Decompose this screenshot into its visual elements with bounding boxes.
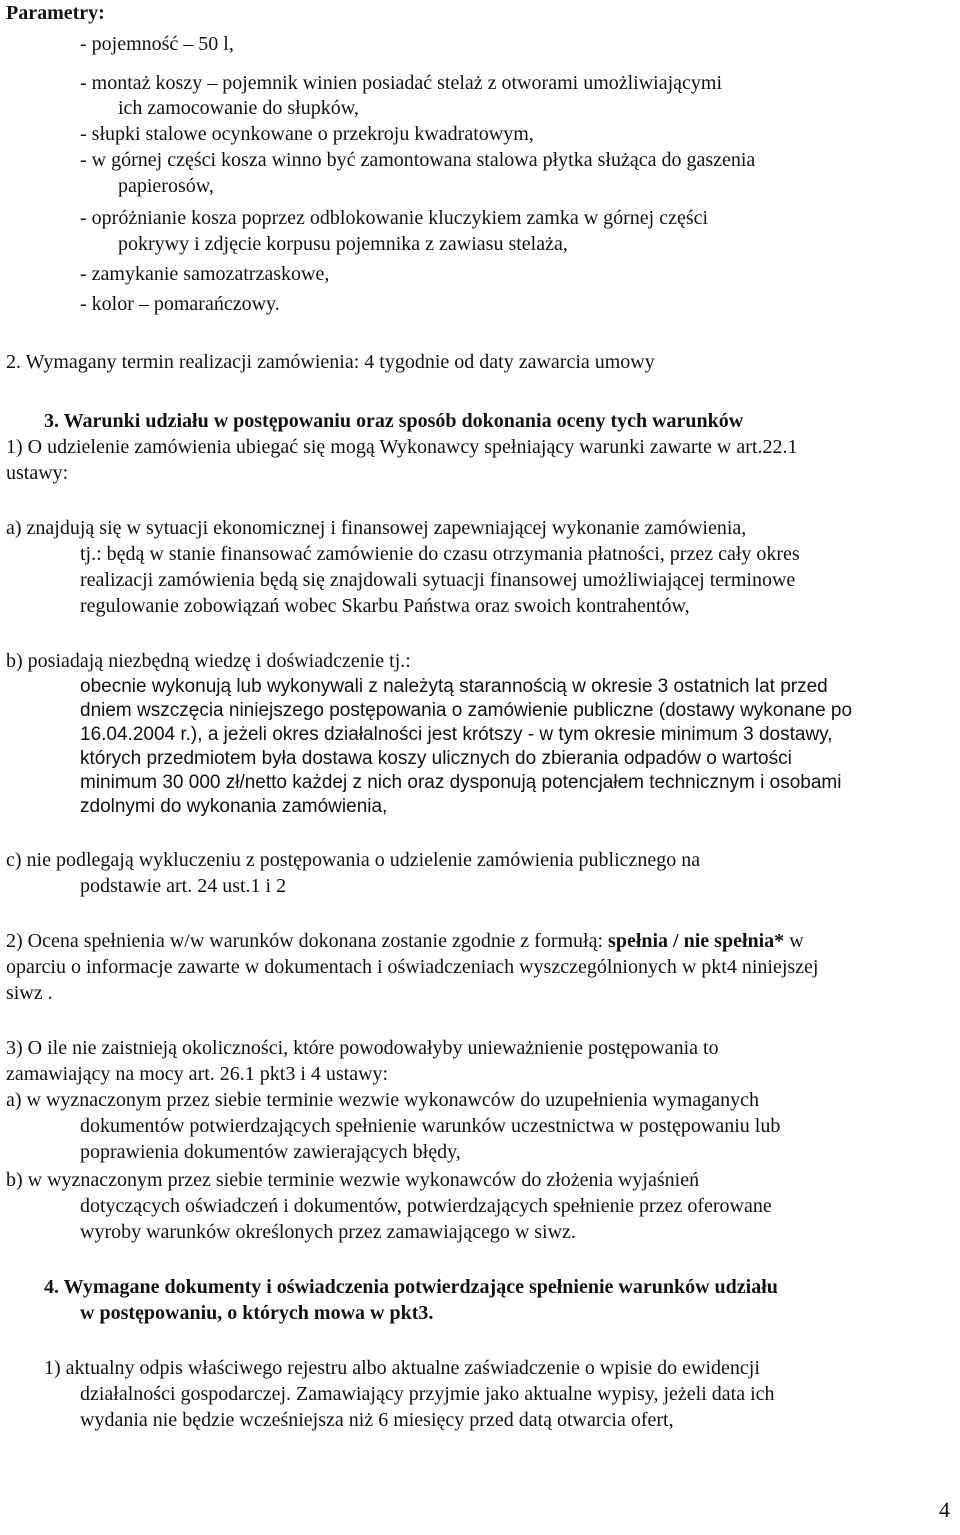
item-b-line: dniem wszczęcia niniejszego postępowania o zamówienie publiczne (dostawy wykonane po bbox=[80, 700, 853, 721]
params-line: - pojemność – 50 l, bbox=[80, 33, 234, 55]
section-4-item-line: działalności gospodarczej. Zamawiający przyjmie jako aktualne wypisy, jeżeli data ich bbox=[80, 1383, 775, 1405]
point-2-post: w bbox=[784, 930, 804, 952]
item-b-line: zdolnymi do wykonania zamówienia, bbox=[80, 796, 388, 817]
item-b-line: minimum 30 000 zł/netto każdej z nich oraz dysponują potencjałem technicznym i osobami bbox=[80, 772, 842, 793]
section-2-text: 2. Wymagany termin realizacji zamówienia: 4 tygodnie od daty zawarcia umowy bbox=[6, 351, 655, 373]
section-4-heading: w postępowaniu, o których mowa w pkt3. bbox=[80, 1302, 434, 1324]
point-2-bold: spełnia / nie spełnia* bbox=[608, 930, 785, 952]
point-3-line: dokumentów potwierdzających spełnienie warunków uczestnictwa w postępowaniu lub bbox=[80, 1115, 781, 1137]
section-3-heading: 3. Warunki udziału w postępowaniu oraz sposób dokonania oceny tych warunków bbox=[44, 410, 744, 432]
params-line: - w górnej części kosza winno być zamontowana stalowa płytka służąca do gaszenia bbox=[80, 149, 756, 171]
point-2-line: oparciu o informacje zawarte w dokumentach i oświadczeniach wyszczególnionych w pkt4 niniejszej bbox=[6, 956, 819, 978]
params-line: - opróżnianie kosza poprzez odblokowanie kluczykiem zamka w górnej części bbox=[80, 207, 709, 229]
params-line: - zamykanie samozatrzaskowe, bbox=[80, 263, 330, 285]
params-line: papierosów, bbox=[118, 175, 214, 197]
point-2-first-line bbox=[6, 928, 804, 954]
item-b-line: 16.04.2004 r.), a jeżeli okres działalności jest krótszy - w tym okresie minimum 3 dostawy, bbox=[80, 724, 833, 745]
section-4-item-line: wydania nie będzie wcześniejsza niż 6 miesięcy przed datą otwarcia ofert, bbox=[80, 1409, 674, 1431]
section-3-intro: 1) O udzielenie zamówienia ubiegać się mogą Wykonawcy spełniający warunki zawarte w art.22.1 bbox=[6, 436, 798, 458]
params-heading: Parametry: bbox=[6, 2, 105, 24]
section-4-heading: 4. Wymagane dokumenty i oświadczenia potwierdzające spełnienie warunków udziału bbox=[44, 1276, 778, 1298]
point-3-line: 3) O ile nie zaistnieją okoliczności, które powodowałyby unieważnienie postępowania to bbox=[6, 1037, 719, 1059]
params-line: pokrywy i zdjęcie korpusu pojemnika z zawiasu stelaża, bbox=[118, 233, 568, 255]
item-c-line: podstawie art. 24 ust.1 i 2 bbox=[80, 875, 287, 897]
item-a-line: regulowanie zobowiązań wobec Skarbu Państwa oraz swoich kontrahentów, bbox=[80, 595, 690, 617]
point-2-line: siwz . bbox=[6, 982, 53, 1004]
point-3-line: wyroby warunków określonych przez zamawiającego w siwz. bbox=[80, 1221, 576, 1243]
point-2-pre: 2) Ocena spełnienia w/w warunków dokonana zostanie zgodnie z formułą: bbox=[6, 930, 609, 952]
point-3-line: zamawiający na mocy art. 26.1 pkt3 i 4 ustawy: bbox=[6, 1063, 389, 1085]
page-number: 4 bbox=[939, 1497, 950, 1522]
params-line: - montaż koszy – pojemnik winien posiadać stelaż z otworami umożliwiającymi bbox=[80, 72, 723, 94]
point-3-line: a) w wyznaczonym przez siebie terminie wezwie wykonawców do uzupełnienia wymaganych bbox=[6, 1089, 760, 1111]
point-3-line: dotyczących oświadczeń i dokumentów, potwierdzających spełnienie przez oferowane bbox=[80, 1195, 772, 1217]
params-line: ich zamocowanie do słupków, bbox=[118, 97, 359, 119]
item-a-line: a) znajdują się w sytuacji ekonomicznej i finansowej zapewniającej wykonanie zamówienia, bbox=[6, 517, 747, 539]
params-line: - słupki stalowe ocynkowane o przekroju kwadratowym, bbox=[80, 123, 534, 145]
item-c-line: c) nie podlegają wykluczeniu z postępowania o udzielenie zamówienia publicznego na bbox=[6, 849, 701, 871]
params-line: - kolor – pomarańczowy. bbox=[80, 293, 280, 315]
point-3-line: poprawienia dokumentów zawierających błędy, bbox=[80, 1141, 461, 1163]
point-3-line: b) w wyznaczonym przez siebie terminie wezwie wykonawców do złożenia wyjaśnień bbox=[6, 1169, 700, 1191]
item-b-line: których przedmiotem była dostawa koszy ulicznych do zbierania odpadów o wartości bbox=[80, 748, 792, 769]
item-b-head: b) posiadają niezbędną wiedzę i doświadczenie tj.: bbox=[6, 650, 411, 672]
section-4-item-line: 1) aktualny odpis właściwego rejestru albo aktualne zaświadczenie o wpisie do ewidencji bbox=[44, 1357, 760, 1379]
item-a-line: tj.: będą w stanie finansować zamówienie do czasu otrzymania płatności, przez cały okres bbox=[80, 543, 800, 565]
item-b-line: obecnie wykonują lub wykonywali z należytą starannością w okresie 3 ostatnich lat przed bbox=[80, 676, 828, 697]
item-a-line: realizacji zamówienia będą się znajdowali sytuacji finansowej umożliwiającej terminowe bbox=[80, 569, 796, 591]
section-3-intro: ustawy: bbox=[6, 462, 69, 484]
